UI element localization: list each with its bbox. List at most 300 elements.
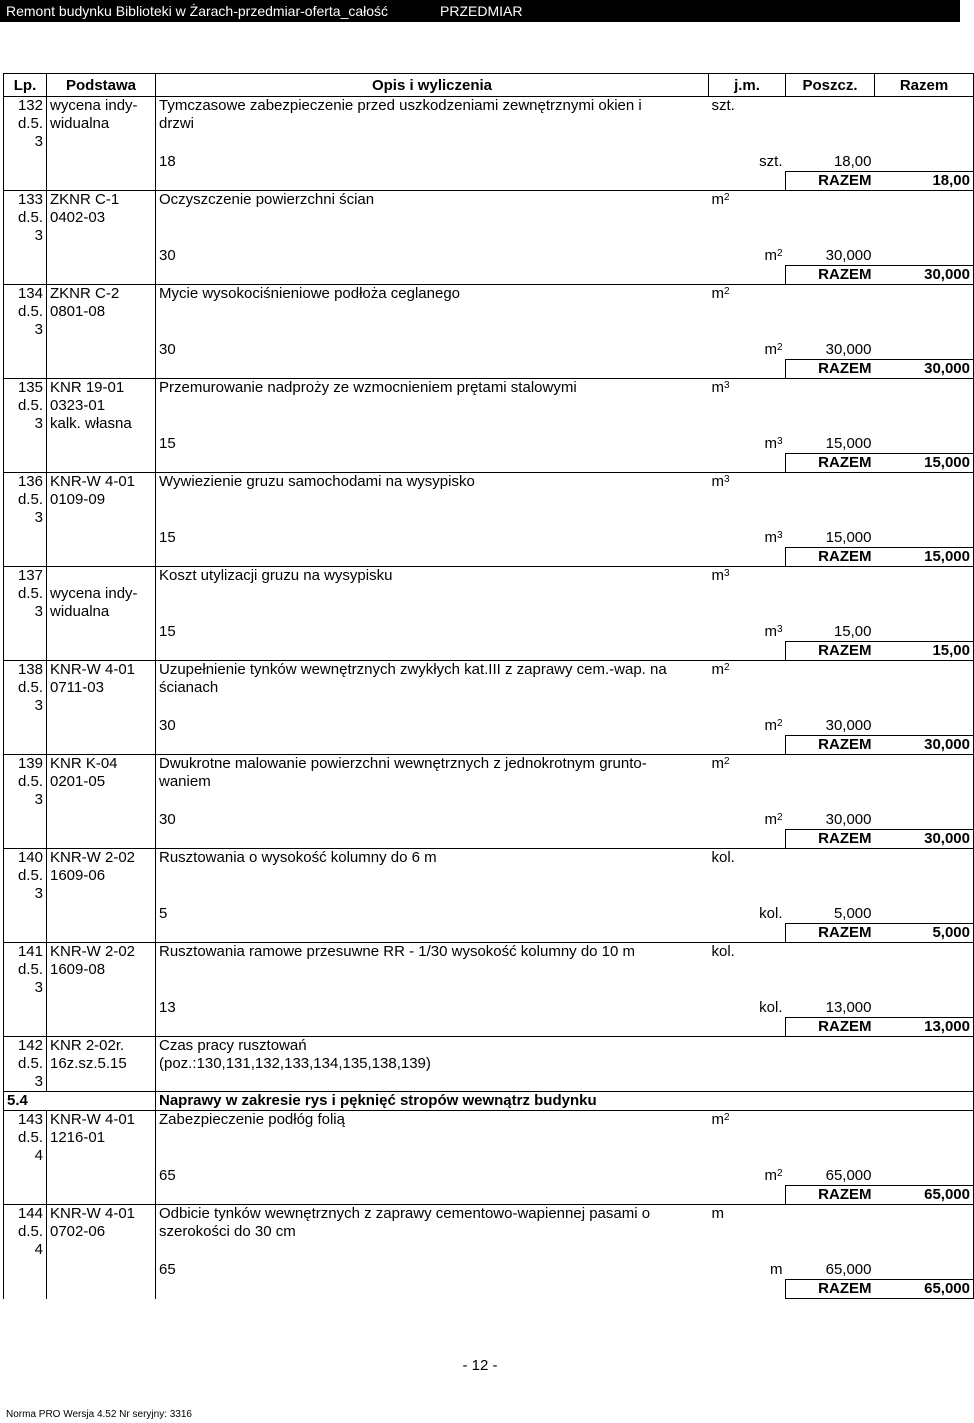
unit-label: $m^3$ — [711, 567, 730, 584]
razem-gap — [156, 830, 786, 849]
opis-line: Odbicie tynków wewnętrznych z zaprawy cementowo-wapiennej pasami o — [159, 1205, 651, 1222]
item-opis — [156, 1037, 709, 1092]
razem-value: 30,000 — [875, 360, 974, 379]
qty-value: 65 — [156, 1259, 709, 1280]
razem-podstawa-empty — [47, 266, 156, 285]
lp-line: 138 — [17, 661, 43, 678]
table-row — [4, 567, 974, 622]
quantity-row — [4, 245, 974, 266]
razem-row — [4, 1280, 974, 1299]
item-razem — [875, 97, 974, 152]
qty-razem-empty — [875, 151, 974, 172]
item-podstawa — [47, 567, 156, 622]
table-row — [4, 755, 974, 810]
qty-value: 15 — [156, 621, 709, 642]
podstawa-line: ZKNR C-1 — [50, 191, 120, 208]
opis-line: (poz.:130,131,132,133,134,135,138,139) — [159, 1055, 431, 1072]
razem-lp-empty — [4, 1186, 47, 1205]
razem-row — [4, 736, 974, 755]
lp-line: d.5. — [17, 679, 43, 696]
opis-line: Zabezpieczenie podłóg folią — [159, 1111, 345, 1128]
quantity-row — [4, 527, 974, 548]
lp-line: d.5. — [17, 1223, 43, 1240]
qty-lp-empty — [4, 527, 47, 548]
opis-line: Uzupełnienie tynków wewnętrznych zwykłych kat.III z zaprawy cem.-wap. na — [159, 661, 667, 678]
razem-lp-empty — [4, 360, 47, 379]
razem-lp-empty — [4, 172, 47, 191]
item-opis — [156, 379, 709, 434]
qty-value: 30 — [156, 715, 709, 736]
item-jm — [709, 849, 786, 904]
item-razem — [875, 1037, 974, 1092]
razem-lp-empty — [4, 736, 47, 755]
qty-poszcz: 30,000 — [825, 717, 872, 734]
qty-lp-empty — [4, 903, 47, 924]
qty-razem-empty — [875, 339, 974, 360]
item-poszcz — [786, 1037, 875, 1092]
opis-line: Przemurowanie nadproży ze wzmocnieniem prętami stalowymi — [159, 379, 577, 396]
podstawa-line: kalk. własna — [50, 415, 132, 432]
item-razem — [875, 567, 974, 622]
opis-line: ścianach — [159, 679, 219, 696]
item-podstawa — [47, 97, 156, 152]
razem-row — [4, 1186, 974, 1205]
podstawa-line: 0702-06 — [50, 1223, 106, 1240]
unit-label: $m^2$ — [711, 191, 730, 208]
razem-value: 18,00 — [875, 172, 974, 191]
unit-label: $m^2$ — [711, 285, 730, 302]
razem-podstawa-empty — [47, 830, 156, 849]
item-lp — [4, 943, 47, 998]
qty-poszcz: 15,000 — [825, 435, 872, 452]
razem-label: RAZEM — [786, 266, 875, 285]
razem-row — [4, 924, 974, 943]
unit-label: $m^3$ — [711, 379, 730, 396]
qty-value: 15 — [156, 527, 709, 548]
section-title: Naprawy w zakresie rys i pęknięć stropów wewnątrz budynku — [156, 1092, 974, 1111]
razem-value: 30,000 — [875, 736, 974, 755]
lp-line: 3 — [34, 1073, 43, 1090]
qty-unit: $m^2$ — [764, 811, 783, 828]
quantity-row — [4, 621, 974, 642]
quantity-row — [4, 433, 974, 454]
item-jm — [709, 1111, 786, 1166]
razem-value: 65,000 — [875, 1280, 974, 1299]
item-opis — [156, 473, 709, 528]
item-opis — [156, 849, 709, 904]
qty-value: 30 — [156, 339, 709, 360]
podstawa-line: 1609-08 — [50, 961, 106, 978]
razem-gap — [156, 736, 786, 755]
razem-value: 5,000 — [875, 924, 974, 943]
opis-line: szerokości do 30 cm — [159, 1223, 296, 1240]
qty-lp-empty — [4, 621, 47, 642]
qty-value: 5 — [156, 903, 709, 924]
lp-line: 144 — [17, 1205, 43, 1222]
razem-label: RAZEM — [786, 1280, 875, 1299]
qty-unit: $m^3$ — [764, 623, 783, 640]
lp-line: 137 — [17, 567, 43, 584]
qty-poszcz: 30,000 — [825, 341, 872, 358]
podstawa-line: KNR-W 4-01 — [50, 661, 136, 678]
razem-label: RAZEM — [786, 736, 875, 755]
quantity-row — [4, 1165, 974, 1186]
qty-unit: m — [770, 1261, 783, 1278]
razem-podstawa-empty — [47, 642, 156, 661]
item-poszcz — [786, 661, 875, 716]
item-lp — [4, 285, 47, 340]
qty-poszcz: 65,000 — [825, 1261, 872, 1278]
item-podstawa — [47, 661, 156, 716]
qty-podstawa-empty — [47, 527, 156, 548]
qty-razem-empty — [875, 621, 974, 642]
razem-gap — [156, 1186, 786, 1205]
qty-razem-empty — [875, 433, 974, 454]
item-poszcz — [786, 1111, 875, 1166]
lp-line: 3 — [34, 885, 43, 902]
razem-gap — [156, 266, 786, 285]
item-podstawa — [47, 943, 156, 998]
razem-label: RAZEM — [786, 172, 875, 191]
qty-value: 15 — [156, 433, 709, 454]
col-razem: Razem — [875, 74, 974, 97]
razem-lp-empty — [4, 830, 47, 849]
qty-value: 30 — [156, 245, 709, 266]
item-poszcz — [786, 191, 875, 246]
qty-razem-empty — [875, 527, 974, 548]
razem-label: RAZEM — [786, 454, 875, 473]
item-jm — [709, 97, 786, 152]
lp-line: 3 — [34, 697, 43, 714]
qty-unit: $m^3$ — [764, 529, 783, 546]
table-row — [4, 1205, 974, 1260]
qty-lp-empty — [4, 1165, 47, 1186]
podstawa-line: KNR-W 4-01 — [50, 1111, 136, 1128]
lp-line: d.5. — [17, 1129, 43, 1146]
item-opis — [156, 97, 709, 152]
podstawa-line: 16z.sz.5.15 — [50, 1055, 127, 1072]
lp-line: 140 — [17, 849, 43, 866]
lp-line: d.5. — [17, 961, 43, 978]
opis-line: Koszt utylizacji gruzu na wysypisku — [159, 567, 393, 584]
razem-value: 30,000 — [875, 266, 974, 285]
item-podstawa — [47, 1037, 156, 1092]
opis-line: Tymczasowe zabezpieczenie przed uszkodzeniami zewnętrznymi okien i — [159, 97, 642, 114]
qty-razem-empty — [875, 997, 974, 1018]
qty-lp-empty — [4, 433, 47, 454]
podstawa-line: KNR-W 4-01 — [50, 1205, 136, 1222]
razem-row — [4, 830, 974, 849]
qty-razem-empty — [875, 715, 974, 736]
qty-unit: kol. — [759, 999, 783, 1016]
razem-gap — [156, 172, 786, 191]
lp-line: 3 — [34, 979, 43, 996]
item-poszcz — [786, 473, 875, 528]
item-razem — [875, 1205, 974, 1260]
qty-lp-empty — [4, 1259, 47, 1280]
item-opis — [156, 943, 709, 998]
item-opis — [156, 567, 709, 622]
item-lp — [4, 849, 47, 904]
item-poszcz — [786, 567, 875, 622]
lp-line: 139 — [17, 755, 43, 772]
lp-line: 134 — [17, 285, 43, 302]
razem-row — [4, 360, 974, 379]
qty-podstawa-empty — [47, 433, 156, 454]
col-poszcz: Poszcz. — [786, 74, 875, 97]
razem-row — [4, 548, 974, 567]
qty-podstawa-empty — [47, 151, 156, 172]
razem-gap — [156, 924, 786, 943]
item-opis — [156, 191, 709, 246]
razem-row — [4, 642, 974, 661]
razem-podstawa-empty — [47, 172, 156, 191]
table-row — [4, 1037, 974, 1092]
col-jm: j.m. — [709, 74, 786, 97]
razem-label: RAZEM — [786, 1018, 875, 1037]
item-podstawa — [47, 379, 156, 434]
razem-gap — [156, 1280, 786, 1299]
item-razem — [875, 379, 974, 434]
qty-poszcz: 13,000 — [825, 999, 872, 1016]
item-podstawa — [47, 849, 156, 904]
item-jm — [709, 943, 786, 998]
qty-poszcz: 65,000 — [825, 1167, 872, 1184]
qty-podstawa-empty — [47, 339, 156, 360]
item-razem — [875, 1111, 974, 1166]
podstawa-line: 0801-08 — [50, 303, 106, 320]
lp-line: d.5. — [17, 585, 43, 602]
opis-line: Rusztowania ramowe przesuwne RR - 1/30 wysokość kolumny do 10 m — [159, 943, 636, 960]
podstawa-line: KNR-W 2-02 — [50, 943, 136, 960]
item-jm — [709, 379, 786, 434]
item-podstawa — [47, 191, 156, 246]
qty-poszcz: 5,000 — [833, 905, 872, 922]
lp-line: d.5. — [17, 773, 43, 790]
unit-label: $m^3$ — [711, 473, 730, 490]
qty-lp-empty — [4, 151, 47, 172]
item-lp — [4, 755, 47, 810]
item-jm — [709, 1037, 786, 1092]
quantity-row — [4, 809, 974, 830]
qty-unit: $m^3$ — [764, 435, 783, 452]
lp-line: 142 — [17, 1037, 43, 1054]
razem-lp-empty — [4, 548, 47, 567]
lp-line: 141 — [17, 943, 43, 960]
qty-poszcz: 30,000 — [825, 247, 872, 264]
lp-line: d.5. — [17, 1055, 43, 1072]
item-razem — [875, 661, 974, 716]
qty-podstawa-empty — [47, 1165, 156, 1186]
razem-gap — [156, 360, 786, 379]
item-lp — [4, 567, 47, 622]
razem-label: RAZEM — [786, 1186, 875, 1205]
razem-row — [4, 266, 974, 285]
item-lp — [4, 1205, 47, 1260]
qty-poszcz: 15,000 — [825, 529, 872, 546]
item-podstawa — [47, 473, 156, 528]
razem-value: 30,000 — [875, 830, 974, 849]
item-razem — [875, 849, 974, 904]
podstawa-line: KNR K-04 — [50, 755, 118, 772]
col-opis: Opis i wyliczenia — [156, 74, 709, 97]
podstawa-line: 0109-09 — [50, 491, 106, 508]
opis-line: Mycie wysokociśnieniowe podłoża ceglanego — [159, 285, 461, 302]
opis-line: Dwukrotne malowanie powierzchni wewnętrznych z jednokrotnym grunto- — [159, 755, 647, 772]
qty-value: 65 — [156, 1165, 709, 1186]
qty-podstawa-empty — [47, 809, 156, 830]
item-razem — [875, 285, 974, 340]
quantity-row — [4, 903, 974, 924]
item-jm — [709, 661, 786, 716]
razem-podstawa-empty — [47, 1186, 156, 1205]
podstawa-line: 0402-03 — [50, 209, 106, 226]
item-jm — [709, 473, 786, 528]
opis-line: Oczyszczenie powierzchni ścian — [159, 191, 375, 208]
document-type: PRZEDMIAR — [440, 3, 523, 19]
lp-line: 4 — [34, 1241, 43, 1258]
razem-value: 15,000 — [875, 454, 974, 473]
table-header — [4, 74, 974, 97]
item-razem — [875, 943, 974, 998]
item-opis — [156, 661, 709, 716]
item-poszcz — [786, 379, 875, 434]
qty-podstawa-empty — [47, 245, 156, 266]
item-jm — [709, 567, 786, 622]
qty-podstawa-empty — [47, 715, 156, 736]
table-row — [4, 473, 974, 528]
section-number: 5.4 — [4, 1092, 47, 1111]
podstawa-line: KNR 2-02r. — [50, 1037, 125, 1054]
unit-label: kol. — [711, 943, 735, 960]
podstawa-line — [50, 567, 152, 585]
qty-razem-empty — [875, 245, 974, 266]
razem-podstawa-empty — [47, 1018, 156, 1037]
quantity-row — [4, 339, 974, 360]
razem-gap — [156, 548, 786, 567]
razem-lp-empty — [4, 924, 47, 943]
item-razem — [875, 473, 974, 528]
item-poszcz — [786, 97, 875, 152]
document-header — [0, 0, 960, 22]
section-podstawa-empty — [47, 1092, 156, 1111]
item-razem — [875, 755, 974, 810]
opis-line: waniem — [159, 773, 211, 790]
item-opis — [156, 1111, 709, 1166]
podstawa-line: 0201-05 — [50, 773, 106, 790]
razem-row — [4, 172, 974, 191]
item-jm — [709, 191, 786, 246]
qty-unit: $m^2$ — [764, 1167, 783, 1184]
razem-label: RAZEM — [786, 642, 875, 661]
qty-razem-empty — [875, 903, 974, 924]
item-jm — [709, 1205, 786, 1260]
col-lp: Lp. — [4, 74, 47, 97]
lp-line: d.5. — [17, 491, 43, 508]
item-poszcz — [786, 755, 875, 810]
item-razem — [875, 191, 974, 246]
podstawa-line: widualna — [50, 115, 110, 132]
lp-line: 3 — [34, 321, 43, 338]
item-jm — [709, 755, 786, 810]
lp-line: 136 — [17, 473, 43, 490]
podstawa-line: wycena indy- — [50, 97, 138, 114]
qty-lp-empty — [4, 997, 47, 1018]
razem-podstawa-empty — [47, 924, 156, 943]
lp-line: 135 — [17, 379, 43, 396]
qty-podstawa-empty — [47, 997, 156, 1018]
unit-label: $m^2$ — [711, 1111, 730, 1128]
item-podstawa — [47, 1205, 156, 1260]
lp-line: 3 — [34, 791, 43, 808]
unit-label: szt. — [711, 97, 735, 114]
item-poszcz — [786, 1205, 875, 1260]
przedmiar-table — [3, 73, 974, 1299]
razem-value: 65,000 — [875, 1186, 974, 1205]
quantity-row — [4, 715, 974, 736]
podstawa-line: 1609-06 — [50, 867, 106, 884]
lp-line: d.5. — [17, 867, 43, 884]
unit-label: $m^2$ — [711, 755, 730, 772]
lp-line: 143 — [17, 1111, 43, 1128]
item-podstawa — [47, 755, 156, 810]
opis-line: Czas pracy rusztowań — [159, 1037, 307, 1054]
razem-podstawa-empty — [47, 1280, 156, 1299]
item-podstawa — [47, 285, 156, 340]
lp-line: d.5. — [17, 303, 43, 320]
item-lp — [4, 1037, 47, 1092]
item-lp — [4, 97, 47, 152]
razem-label: RAZEM — [786, 360, 875, 379]
lp-line: d.5. — [17, 115, 43, 132]
qty-lp-empty — [4, 715, 47, 736]
table-row — [4, 97, 974, 152]
qty-lp-empty — [4, 245, 47, 266]
razem-gap — [156, 1018, 786, 1037]
item-poszcz — [786, 943, 875, 998]
qty-poszcz: 15,00 — [833, 623, 872, 640]
lp-line: 132 — [17, 97, 43, 114]
qty-unit: kol. — [759, 905, 783, 922]
item-lp — [4, 1111, 47, 1166]
qty-poszcz: 30,000 — [825, 811, 872, 828]
item-lp — [4, 661, 47, 716]
razem-label: RAZEM — [786, 830, 875, 849]
item-lp — [4, 473, 47, 528]
qty-value: 18 — [156, 151, 709, 172]
lp-line: d.5. — [17, 397, 43, 414]
qty-lp-empty — [4, 809, 47, 830]
razem-lp-empty — [4, 266, 47, 285]
podstawa-line: 1216-01 — [50, 1129, 106, 1146]
table-body — [4, 97, 974, 1299]
lp-line: 3 — [34, 227, 43, 244]
razem-lp-empty — [4, 642, 47, 661]
unit-label: kol. — [711, 849, 735, 866]
qty-value: 30 — [156, 809, 709, 830]
table-row — [4, 943, 974, 998]
podstawa-line: KNR-W 2-02 — [50, 849, 136, 866]
item-poszcz — [786, 285, 875, 340]
item-poszcz — [786, 849, 875, 904]
razem-value: 13,000 — [875, 1018, 974, 1037]
section-row — [4, 1092, 974, 1111]
lp-line: 4 — [34, 1147, 43, 1164]
lp-line: 3 — [34, 133, 43, 150]
unit-label: m — [711, 1205, 724, 1222]
podstawa-line: 0711-03 — [50, 679, 104, 696]
opis-line: Rusztowania o wysokość kolumny do 6 m — [159, 849, 437, 866]
